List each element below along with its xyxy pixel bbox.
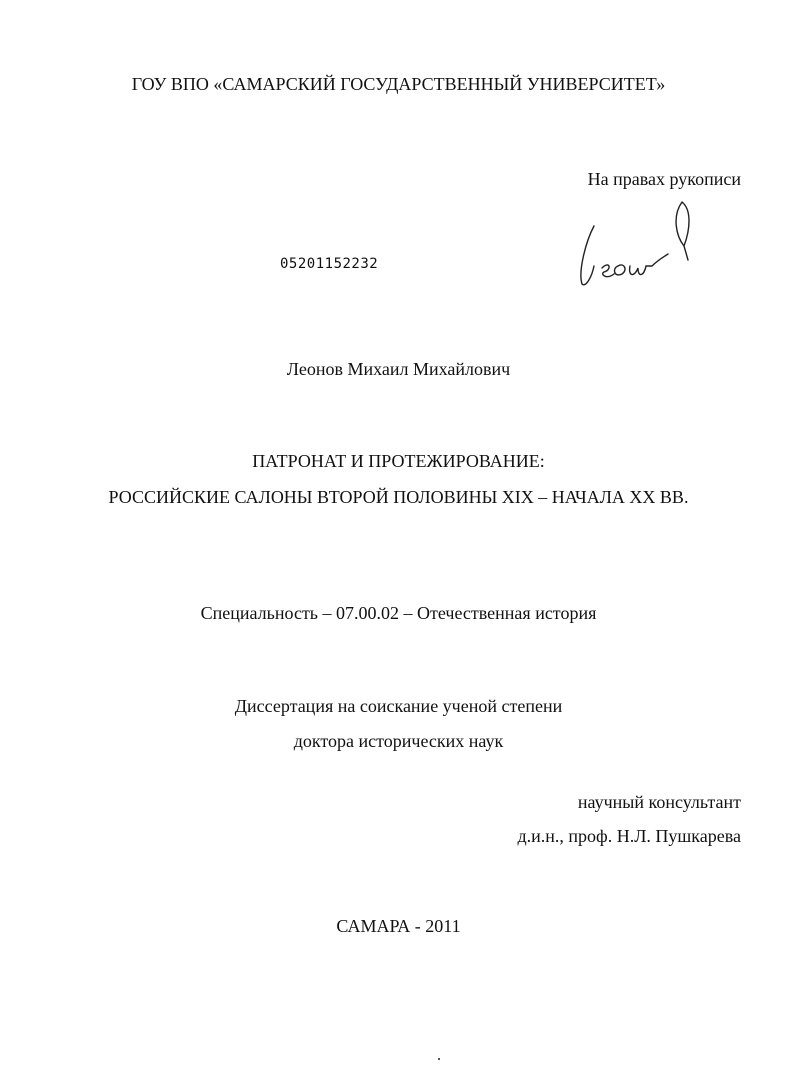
consultant-name: д.и.н., проф. Н.Л. Пушкарева — [517, 826, 741, 846]
scan-speck — [438, 1058, 440, 1060]
institution-header: ГОУ ВПО «САМАРСКИЙ ГОСУДАРСТВЕННЫЙ УНИВЕРСИТЕТ» — [131, 74, 666, 94]
title-line-2: РОССИЙСКИЕ САЛОНЫ ВТОРОЙ ПОЛОВИНЫ XIX – НАЧАЛА XX ВВ. — [108, 487, 689, 507]
rights-note: На правах рукописи — [587, 169, 741, 189]
catalog-number: 05201152232 — [280, 256, 379, 272]
degree-line-2: доктора исторических наук — [293, 731, 504, 751]
degree-line-1: Диссертация на соискание ученой степени — [234, 696, 563, 716]
place-year: САМАРА - 2011 — [336, 916, 461, 936]
title-line-1: ПАТРОНАТ И ПРОТЕЖИРОВАНИЕ: — [252, 451, 545, 471]
specialty: Специальность – 07.00.02 – Отечественная история — [200, 603, 597, 623]
consultant-label: научный консультант — [577, 792, 741, 812]
signature — [572, 196, 712, 291]
author-name: Леонов Михаил Михайлович — [286, 359, 511, 379]
